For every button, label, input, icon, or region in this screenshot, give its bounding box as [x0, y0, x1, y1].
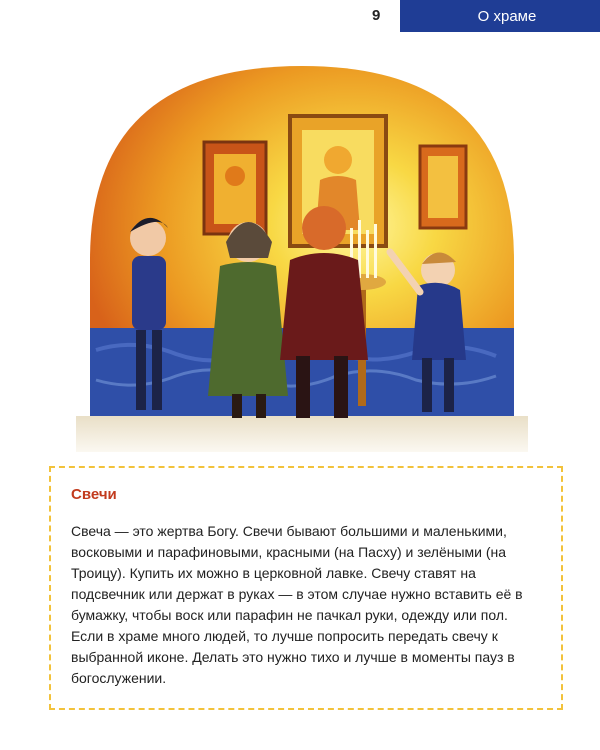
info-box-text: Свеча — это жертва Богу. Свечи бывают большими и маленькими, восковыми и парафиновыми, красными (на Пасху) и зелёными (на Троицу). Купить их можно в церковной лавке. Свечу ставят на подсвечник или держат в руках — в этом случае нужно вставить её в бумажку, чтобы воск или парафин не пачкал руки, одежду или пол. Если в храме много людей, то лучше попросить передать свечу к выбранной иконе. Делать это нужно тихо и лучше в моменты пауз в богослужении. [71, 523, 523, 686]
floor [76, 416, 528, 452]
icon-frame-left [204, 142, 266, 234]
section-tab-label: О храме [477, 7, 537, 25]
info-box-title: Свечи [71, 486, 117, 503]
page-number: 9 [372, 7, 381, 24]
info-box [49, 466, 563, 710]
section-tab [400, 0, 600, 32]
illustration [76, 60, 528, 452]
icon-frame-right [420, 146, 466, 228]
